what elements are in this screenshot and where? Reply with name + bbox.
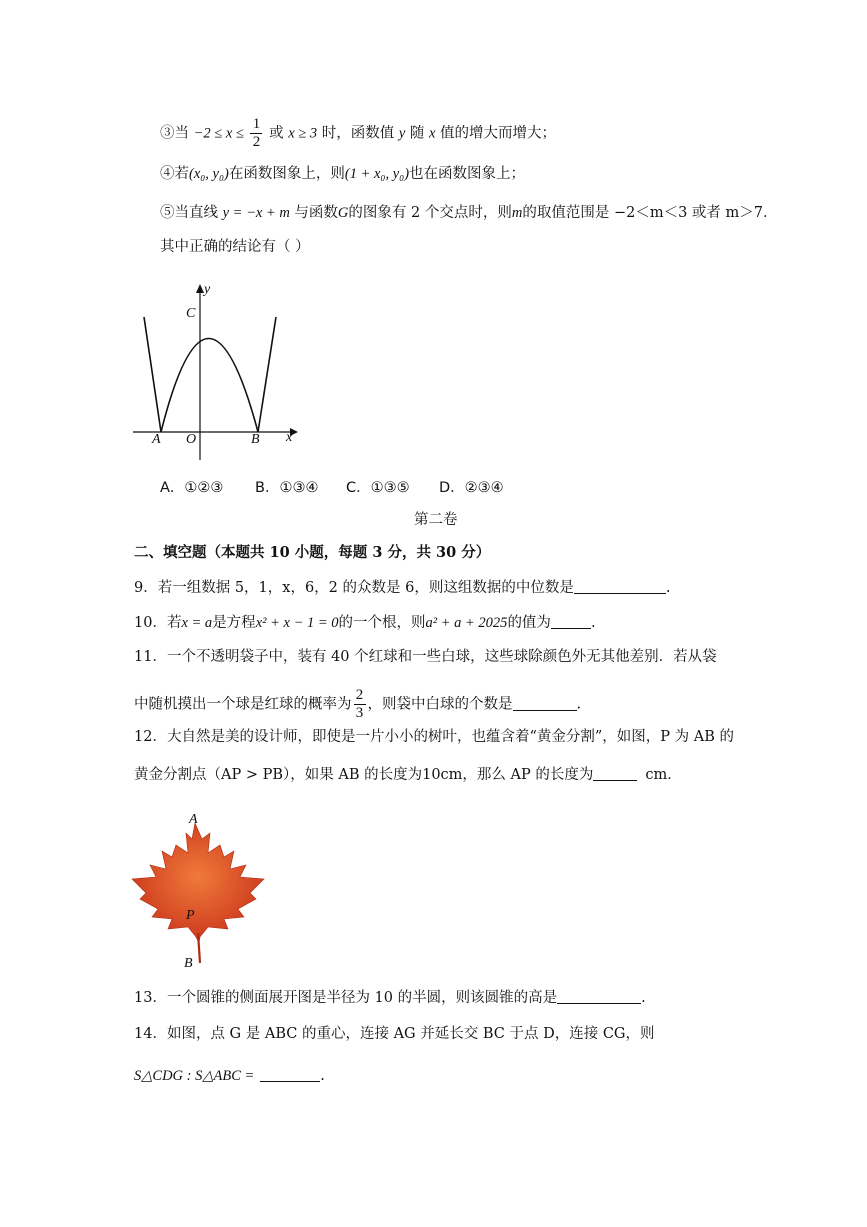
question-14-line-2: S△CDG : S△ABC = . <box>134 1068 325 1084</box>
leaf-label-P: P <box>186 908 195 923</box>
label-y: y <box>204 282 211 297</box>
answer-blank-10[interactable] <box>551 614 591 629</box>
leaf-label-A: A <box>189 812 198 827</box>
answer-blank-14[interactable] <box>260 1067 320 1082</box>
option-a[interactable]: A．①②③ <box>160 480 224 496</box>
question-9: 9．若一组数据 5，1，x，6，2 的众数是 6，则这组数据的中位数是 . <box>134 580 671 596</box>
answer-blank-12[interactable] <box>593 766 637 781</box>
option-c[interactable]: C．①③⑤ <box>346 480 410 496</box>
curve-right-branch <box>258 317 276 432</box>
label-O: O <box>186 432 197 447</box>
option-d[interactable]: D．②③④ <box>439 480 504 496</box>
label-A: A <box>152 432 161 447</box>
curve-middle-arch <box>161 339 258 433</box>
answer-blank-9[interactable] <box>574 579 666 594</box>
statement-4: ④若(x₀, y₀)在函数图象上，则(1 + x₀, y₀)也在函数图象上； <box>160 166 526 182</box>
statement-5: ⑤当直线 y = −x + m 与函数G的图象有 2 个交点时，则m的取值范围是 −2＜m＜3 或者 m＞7． <box>160 205 778 221</box>
curve-left-branch <box>144 317 161 432</box>
fraction-two-thirds: $\frac{2}{3}$ <box>354 688 366 721</box>
answer-blank-13[interactable] <box>557 989 641 1004</box>
question-14-line-1: 14．如图，点 G 是 ABC 的重心，连接 AG 并延长交 BC 于点 D，连接 CG，则 <box>134 1026 655 1042</box>
question-11-line-1: 11．一个不透明袋子中，装有 40 个红球和一些白球，这些球除颜色外无其他差别．若从袋 <box>134 649 717 665</box>
maple-leaf-figure <box>128 805 273 975</box>
question-13: 13．一个圆锥的侧面展开图是半径为 10 的半圆，则该圆锥的高是 . <box>134 990 646 1006</box>
part2-heading: 二、填空题（本题共 10 小题，每题 3 分，共 30 分） <box>134 544 491 561</box>
y-axis-arrow <box>196 284 204 293</box>
option-b[interactable]: B．①③④ <box>255 480 319 496</box>
question-12-line-2: 黄金分割点（AP > PB），如果 AB 的长度为10cm，那么 AP 的长度为 cm． <box>134 767 682 783</box>
question-prompt: 其中正确的结论有（ ） <box>160 239 310 255</box>
question-12-line-1: 12．大自然是美的设计师，即使是一片小小的树叶，也蕴含着“黄金分割”，如图，P 为 AB 的 <box>134 729 734 745</box>
answer-blank-11[interactable] <box>513 696 577 711</box>
label-x: x <box>286 430 293 445</box>
fraction-half: $\frac{1}{2}$ <box>250 117 262 150</box>
section-title: 第二卷 <box>414 512 458 528</box>
function-graph <box>128 275 308 460</box>
label-C: C <box>186 306 196 321</box>
statement-3: ③当 −2 ≤ x ≤ $\frac{1}{2}$ 或 x ≥ 3 时，函数值 y 随 x 值的增大而增大； <box>160 116 557 150</box>
label-B: B <box>251 432 260 447</box>
question-10: 10．若x = a是方程x² + x − 1 = 0的一个根，则a² + a + 2025的值为 . <box>134 615 596 631</box>
question-11-line-2: 中随机摸出一个球是红球的概率为 $\frac{2}{3}$ ，则袋中白球的个数是 . <box>134 687 582 721</box>
maple-leaf <box>132 823 264 943</box>
leaf-label-B: B <box>184 956 193 971</box>
